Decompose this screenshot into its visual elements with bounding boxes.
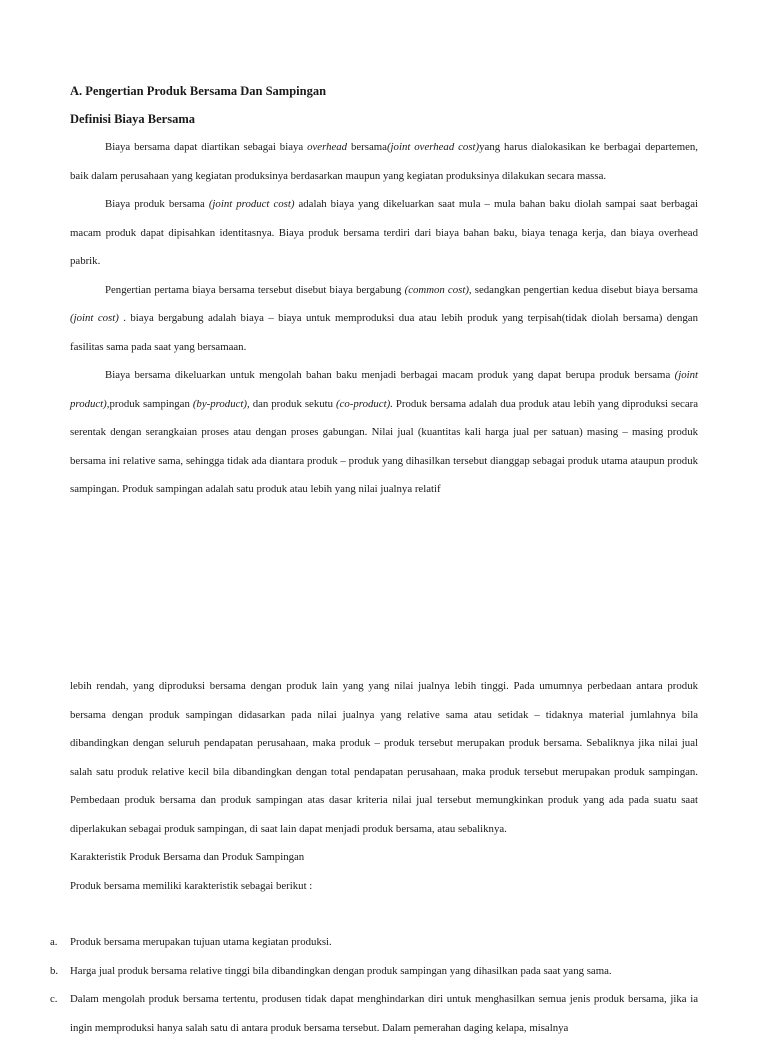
paragraph-6: Karakteristik Produk Bersama dan Produk Sampingan: [70, 851, 305, 863]
list-item: b. Harga jual produk bersama relative tinggi bila dibandingkan dengan produk sampingan yang dihasilkan pada saat yang sama.: [50, 964, 612, 977]
characteristics-list: [50, 928, 698, 1042]
paragraph-5: lebih rendah, yang diproduksi bersama dengan produk lain yang yang nilai jualnya lebih tinggi. Pada umumnya perbedaan antara produk bersama dengan produk sampingan didasarkan pada nilai jualnya yang relative sama atau setidak – tidaknya material jumlahnya bila dibandingkan dengan seluruh pendapatan perusahaan, maka produk – produk tersebut merupakan produk bersama. Sebaliknya jika nilai jual salah satu produk relative kecil bila dibandingkan dengan total pendapatan perusahaan, maka produk tersebut merupakan produk sampingan. Pembedaan produk bersama dan produk sampingan atas dasar kriteria nilai jual tersebut memungkinkan produk yang ada pada suatu saat diperlakukan sebagai produk sampingan, di saat lain dapat menjadi produk bersama, atau sebaliknya.: [70, 680, 698, 835]
section-heading: A. Pengertian Produk Bersama Dan Sampingan: [70, 84, 327, 98]
paragraph-1: Biaya bersama dapat diartikan sebagai biaya overhead bersama(joint overhead cost)yang harus dialokasikan ke berbagai departemen, baik dalam perusahaan yang kegiatan produksinya berdasarkan maupun yang kegiatan produksinya dilakukan secara massa.: [70, 141, 698, 182]
paragraph-4: Biaya bersama dikeluarkan untuk mengolah bahan baku menjadi berbagai macam produk yang dapat berupa produk bersama (joint product),produk sampingan (by-product), dan produk sekutu (co-product). Produk bersama adalah dua produk atau lebih yang diproduksi secara serentak dengan serangkaian proses atau dengan proses gabungan. Nilai jual (kuantitas kali harga jual per satuan) masing – masing produk bersama ini relative sama, sehingga tidak ada diantara produk – produk yang dihasilkan tersebut dianggap sebagai produk utama ataupun produk sampingan. Produk sampingan adalah satu produk atau lebih yang nilai jualnya relatif: [70, 369, 699, 495]
paragraph-7: Produk bersama memiliki karakteristik sebagai berikut :: [70, 879, 313, 892]
body-bottom: [70, 672, 698, 900]
list-item: a. Produk bersama merupakan tujuan utama kegiatan produksi.: [50, 936, 332, 948]
paragraph-3: Pengertian pertama biaya bersama tersebut disebut biaya bergabung (common cost), sedangkan pengertian kedua disebut biaya bersama (joint cost) . biaya bergabung adalah biaya – biaya untuk memproduksi dua atau lebih produk yang terpisah(tidak diolah bersama) dengan fasilitas sama pada saat yang bersamaan.: [70, 283, 698, 353]
body-top: [70, 133, 698, 504]
sub-heading: Definisi Biaya Bersama: [70, 112, 195, 126]
list-item: c. Dalam mengolah produk bersama tertentu, produsen tidak dapat menghindarkan diri untuk menghasilkan semua jenis produk bersama, jika ia ingin memproduksi hanya salah satu di antara produk bersama tersebut. Dalam pemerahan daging kelapa, misalnya: [50, 993, 698, 1034]
paragraph-2: Biaya produk bersama (joint product cost) adalah biaya yang dikeluarkan saat mula – mula bahan baku diolah sampai saat berbagai macam produk dapat dipisahkan identitasnya. Biaya produk bersama terdiri dari biaya bahan baku, biaya tenaga kerja, dan biaya overhead pabrik.: [70, 198, 698, 267]
